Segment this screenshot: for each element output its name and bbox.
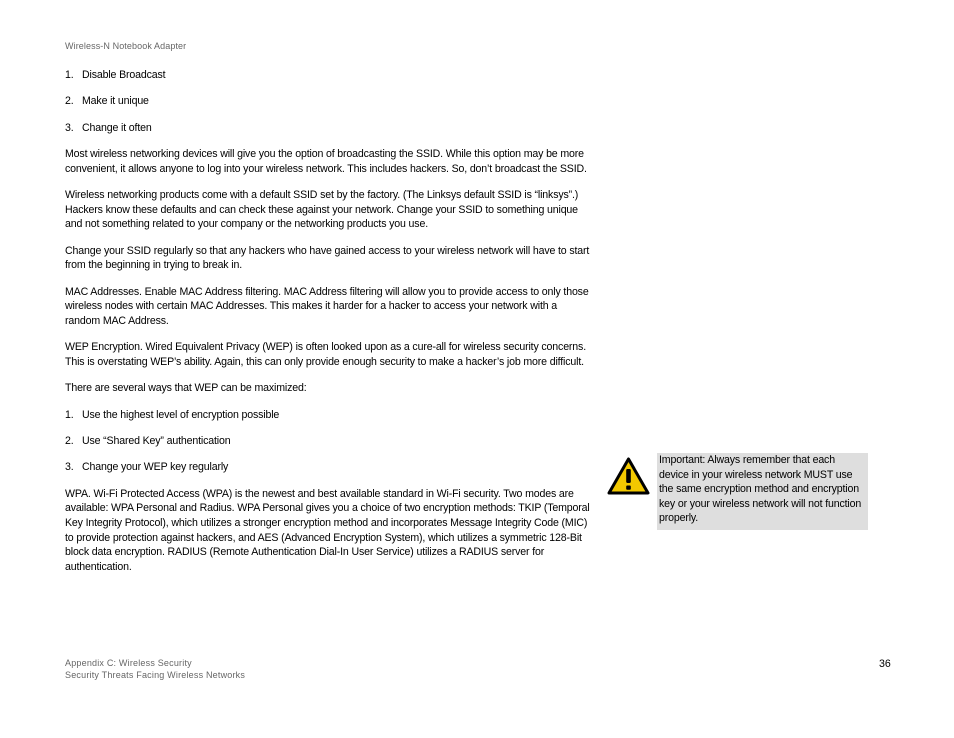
running-header: Wireless-N Notebook Adapter bbox=[65, 41, 187, 51]
list-number: 2. bbox=[65, 95, 74, 108]
paragraph-wpa: WPA. Wi-Fi Protected Access (WPA) is the newest and best available standard in Wi-Fi security. Two modes are available: WPA Personal and Radius. WPA Personal gives you a choice of two encryption methods: TKIP (Temporal Key Integrity Protocol), which utilizes a stronger encryption method and incorporates Message Integrity Code (MIC) to provide protection against hackers, and AES (Advanced Encryption System), which utilizes a symmetric 128-Bit block data encryption. RADIUS (Remote Authentication Dial-In User Service) utilizes a RADIUS server for authentication. bbox=[65, 487, 590, 573]
paragraph-wep-ways: There are several ways that WEP can be maximized: bbox=[65, 382, 307, 395]
paragraph-mac: MAC Addresses. Enable MAC Address filtering. MAC Address filtering will allow you to provide access to only those wireless nodes with certain MAC Addresses. This makes it harder for a hacker to access your network with a random MAC Address. bbox=[65, 285, 589, 327]
list-number: 2. bbox=[65, 435, 74, 448]
ssid-list-item bbox=[65, 68, 591, 83]
list-number: 1. bbox=[65, 69, 74, 81]
list-text: Change it often bbox=[82, 121, 152, 134]
paragraph-broadcast: Most wireless networking devices will give you the option of broadcasting the SSID. While this option may be more convenient, it allows anyone to log into your wireless network. This includes hackers. So, don’t broadcast the SSID. bbox=[65, 148, 587, 175]
ssid-list-item bbox=[65, 94, 591, 109]
list-text: Use the highest level of encryption possible bbox=[82, 408, 280, 421]
list-number: 1. bbox=[65, 408, 74, 421]
wep-list-item bbox=[65, 460, 591, 475]
page-number: 36 bbox=[879, 658, 891, 670]
list-text: Disable Broadcast bbox=[82, 69, 166, 81]
ssid-list-item bbox=[65, 121, 591, 136]
page-footer bbox=[65, 657, 245, 682]
warning-icon bbox=[607, 457, 650, 495]
paragraph-change-ssid: Change your SSID regularly so that any hackers who have gained access to your wireless network will have to start from the beginning in trying to break in. bbox=[65, 244, 590, 272]
important-note: Important: Always remember that each device in your wireless network MUST use the same encryption method and encryption key or your wireless network will not function properly. bbox=[657, 453, 868, 530]
list-text: Change your WEP key regularly bbox=[82, 461, 229, 474]
main-content bbox=[65, 68, 591, 586]
footer-section: Security Threats Facing Wireless Networks bbox=[65, 670, 246, 681]
wep-list-item bbox=[65, 434, 591, 449]
list-number: 3. bbox=[65, 461, 74, 474]
list-text: Make it unique bbox=[82, 95, 149, 108]
paragraph-wep: WEP Encryption. Wired Equivalent Privacy (WEP) is often looked upon as a cure-all for wireless security concerns. This is overstating WEP’s ability. Again, this can only provide enough security to make a hacker’s job more difficult. bbox=[65, 341, 586, 368]
list-number: 3. bbox=[65, 121, 74, 134]
footer-chapter: Appendix C: Wireless Security bbox=[65, 658, 192, 668]
wep-list-item bbox=[65, 408, 591, 423]
paragraph-default-ssid: Wireless networking products come with a default SSID set by the factory. (The Linksys default SSID is “linksys”.) Hackers know these defaults and can check these against your network. Change your SSID to something unique and not something related to your company or the networking products you use. bbox=[65, 189, 579, 231]
list-text: Use “Shared Key” authentication bbox=[82, 435, 231, 448]
